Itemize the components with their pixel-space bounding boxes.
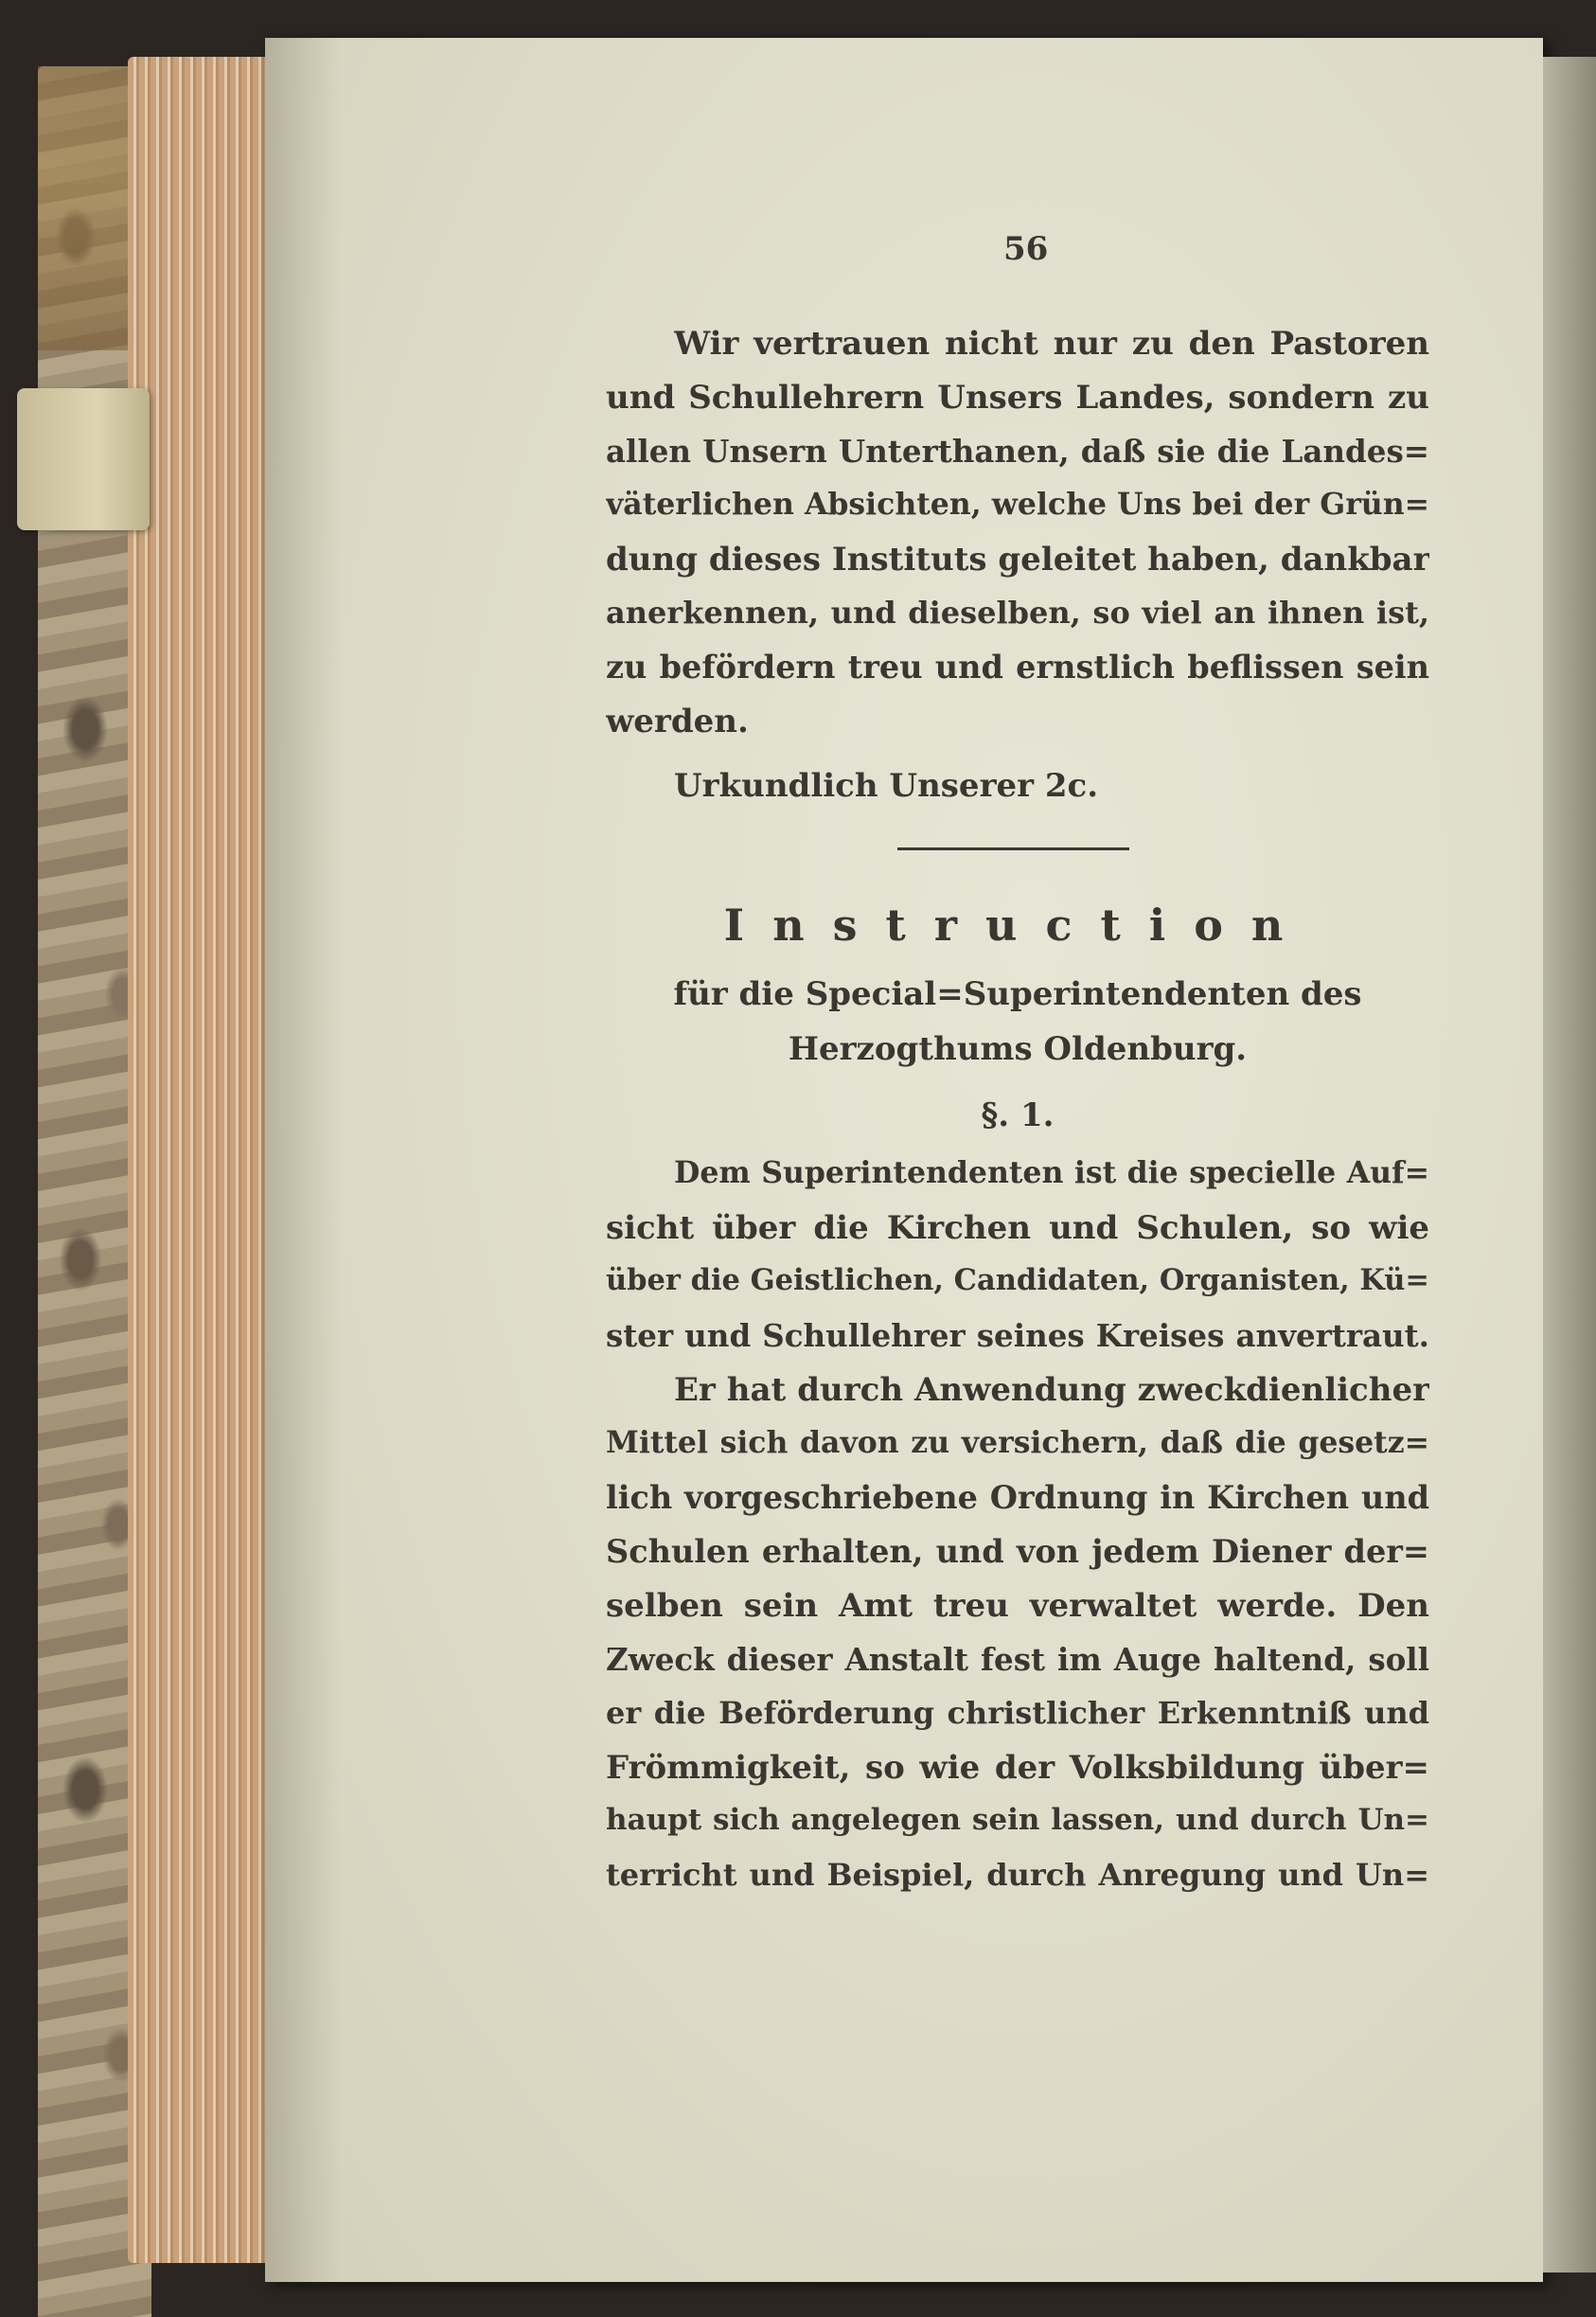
- paragraph-line: terricht und Beispiel, durch Anregung und Un=: [606, 1857, 1429, 1893]
- paragraph-line: er die Beförderung christlicher Erkenntniß und: [606, 1695, 1429, 1731]
- paragraph-line: Er hat durch Anwendung zweckdienlicher: [674, 1371, 1429, 1409]
- paragraph-line: ster und Schullehrer seines Kreises anvertraut.: [606, 1317, 1429, 1354]
- instruction-subtitle: für die Special=Superintendenten des: [673, 975, 1362, 1013]
- paragraph-line: Zweck dieser Anstalt fest im Auge haltend, soll: [606, 1641, 1429, 1678]
- paragraph-line: haupt sich angelegen sein lassen, und durch Un=: [606, 1803, 1429, 1837]
- paragraph-line: selben sein Amt treu verwaltet werde. Den: [606, 1587, 1429, 1625]
- paragraph-line: anerkennen, und dieselben, so viel an ihnen ist,: [606, 595, 1429, 631]
- paragraph-line: dung dieses Instituts geleitet haben, dankbar: [606, 541, 1429, 579]
- paragraph-line: werden.: [606, 703, 749, 740]
- paragraph-line: Mittel sich davon zu versichern, daß die gesetz=: [606, 1425, 1429, 1460]
- paragraph-line: Wir vertrauen nicht nur zu den Pastoren: [674, 325, 1429, 363]
- section-number: §. 1.: [981, 1096, 1055, 1134]
- page-number: 56: [1003, 230, 1049, 268]
- paragraph-line: Dem Superintendenten ist die specielle Auf=: [674, 1155, 1429, 1190]
- next-page-edge: [1543, 57, 1596, 2272]
- instruction-subtitle: Herzogthums Oldenburg.: [788, 1030, 1248, 1068]
- paragraph-line: Frömmigkeit, so wie der Volksbildung über=: [606, 1749, 1429, 1787]
- paragraph-line: Schulen erhalten, und von jedem Diener der=: [606, 1533, 1429, 1570]
- closing-line: Urkundlich Unserer 2c.: [674, 767, 1099, 805]
- paragraph-line: lich vorgeschriebene Ordnung in Kirchen und: [606, 1479, 1429, 1516]
- instruction-title: Instruction: [723, 900, 1312, 951]
- section-divider: [897, 847, 1129, 850]
- page-edges: [128, 57, 275, 2263]
- gutter-shadow: [265, 38, 341, 2282]
- paragraph-line: zu befördern treu und ernstlich beflissen sein: [606, 649, 1429, 686]
- paragraph-line: sicht über die Kirchen und Schulen, so wie: [606, 1209, 1429, 1247]
- paragraph-line: und Schullehrern Unsers Landes, sondern zu: [606, 379, 1429, 417]
- paragraph-line: väterlichen Absichten, welche Uns bei der Grün=: [606, 487, 1429, 522]
- paragraph-line: über die Geistlichen, Candidaten, Organisten, Kü=: [606, 1263, 1429, 1297]
- paper-tab: [17, 388, 150, 530]
- paragraph-line: allen Unsern Unterthanen, daß sie die Landes=: [606, 433, 1429, 470]
